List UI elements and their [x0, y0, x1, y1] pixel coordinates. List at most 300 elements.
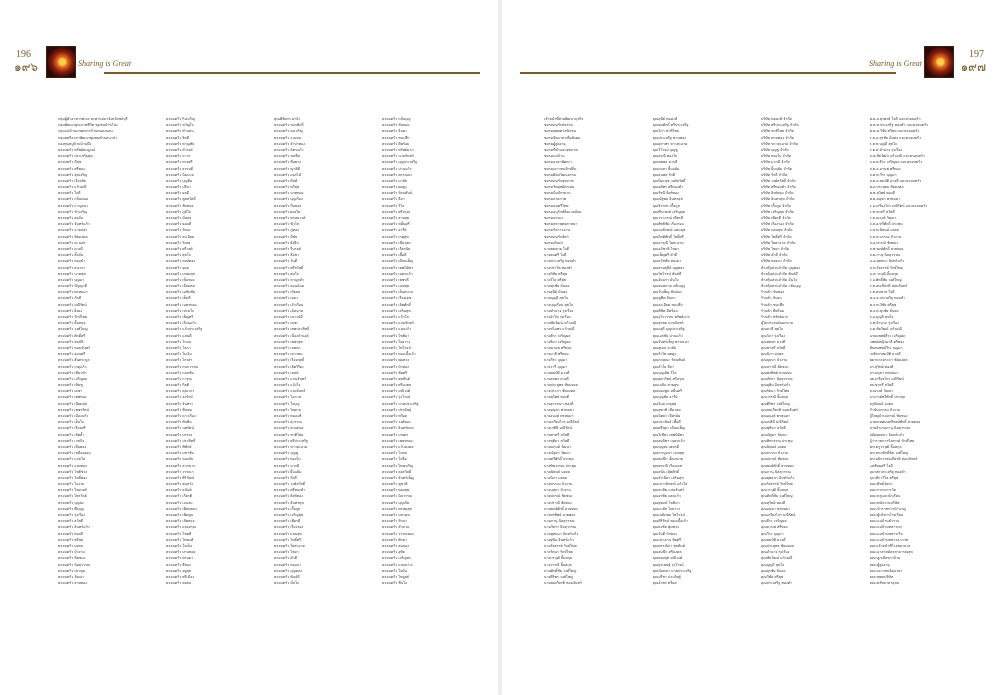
donor-name: ครอบครัว พรหมวงศ์	[274, 216, 306, 220]
donor-name: ครอบครัว ตันติ	[274, 178, 298, 183]
donor-name: คุณวิภา ชาติไทย	[652, 129, 679, 134]
donor-name: ครอบครัว บุญประเสริฐ	[382, 160, 418, 165]
donor-name: บริษัท มากมี จำกัด	[761, 160, 790, 165]
donor-name: ครอบครัว แก้วประเสริฐ	[166, 327, 203, 332]
donor-name: คุณทิพวรรณ ประทุม	[761, 438, 793, 443]
donor-name: ครอบครัว เมตตา	[274, 345, 301, 350]
donor-name: ครอบครัว โกศล	[382, 451, 407, 456]
donor-name: ร.ต.ท.บุญมี สุขใจ	[869, 141, 897, 146]
donor-name: ครอบครัว ปานทอง	[166, 550, 196, 555]
donor-name: ครอบครัว รักดี	[274, 475, 297, 480]
donor-name: ครอบครัว สายทอง	[58, 581, 87, 586]
donor-name: นายวิชัย ศรีสุข	[544, 271, 568, 276]
donor-name: นายวรวุฒิ ลิ้มสกุล	[544, 556, 573, 561]
donor-name: ครอบครัว ฟักทอง	[166, 203, 194, 208]
donor-name: ครอบครัว รัตนะ	[166, 228, 191, 233]
donor-name: นางสมพร ดวงดี	[544, 376, 569, 381]
donor-name: ครอบครัว โกมล	[166, 339, 191, 344]
donor-name: ครอบครัว ยอดดี	[166, 222, 192, 227]
donor-name: นายกเทศมนตรีพงษ์ศักดิ์ สายทอง	[869, 420, 921, 425]
donor-name: บริษัท เจริญสุข จำกัด	[761, 209, 794, 214]
donor-name: ครอบครัว เทพทอง	[58, 395, 87, 400]
donor-name: พ.ท.สุวิทย์ ทองดี	[869, 191, 895, 196]
donor-name: ครอบครัว เขมะ	[274, 296, 299, 301]
donor-name: ครอบครัว วงศ์ทอง	[382, 420, 411, 425]
donor-name: คุณสุดารัตน์ ศรีอรุณ	[652, 376, 685, 381]
donor-name: ส.ท.พงษ์ศักดิ์ สายทอง	[869, 246, 904, 251]
donor-name: ครอบครัว ณ นคร	[58, 240, 86, 245]
donor-name: ครอบครัว ธนากร	[58, 265, 86, 270]
donor-name: ครอบครัว ทองแท้	[274, 414, 302, 418]
donor-name: จ.ต.ชัยวัฒน์ แก้วมณี	[869, 327, 902, 332]
donor-name: ครอบครัว มาลัย	[382, 178, 407, 183]
donor-name: บริษัท พานทอง จำกัด	[761, 135, 794, 140]
donor-name: ส.อ.ปกรณ์ ชัยชนะ	[869, 240, 899, 245]
donor-name: พ.ต.ต.วิชัย ศรีสุข และครอบครัว	[869, 129, 920, 134]
donor-name: นายแพทย์ธีระ เจริญผล	[869, 333, 906, 338]
right-page	[500, 0, 1000, 695]
donor-name: ครอบครัว อนันต์	[166, 488, 192, 493]
donor-name: ครอบครัว เข็มทอง	[166, 277, 195, 282]
donor-name: ครอบครัว ประเสริฐสุข	[58, 154, 93, 159]
donor-name: คุณเกรียงไกร มณีรัตน์	[761, 513, 796, 517]
donor-name: ครอบครัว สมหวัง	[166, 482, 193, 487]
donor-name: ครอบครัว ญาติดี	[274, 166, 301, 171]
header-thumbnail-image	[924, 46, 954, 78]
donor-name: คุณสมเกียรติ หอมจันทร์	[761, 407, 798, 412]
donor-name: ชมรมเดินป่า	[544, 240, 564, 245]
donor-name: คุณวิมล เกตุสุข	[652, 401, 677, 406]
donor-name: ชมรมอาสาพัฒนา	[544, 160, 572, 165]
donor-name: ครอบครัว โชติมา	[382, 333, 410, 338]
donor-name: ครอบครัว รุ่งเรือง	[58, 513, 86, 517]
donor-name: นางสมศรี ใจดี	[544, 253, 567, 258]
donor-name: คุณอรทัย แสงแก้ว	[652, 494, 681, 499]
donor-name: บริษัท ศรีประเสริฐ จำกัด	[761, 123, 799, 128]
donor-name: ครอบครัว แสงจันทร์	[274, 389, 306, 394]
donor-name: ครอบครัว เนื่องจำนงค์	[274, 333, 309, 338]
donor-name: ครอบครัว ไชยวงศ์	[58, 488, 87, 493]
donor-name: ครอบครัว ยั่งยืน	[274, 240, 299, 245]
donor-name: นายรังสรรค์ รักษ์ไทย	[544, 543, 577, 548]
donor-name: ครอบครัว บุญทอง	[274, 568, 302, 573]
donor-name: คุณนิตยา เจียรนัย	[652, 414, 681, 418]
donor-name: ครอบครัว ชนะศึก	[382, 135, 410, 140]
donor-name: ครอบครัว เจริญสุข	[274, 513, 304, 517]
donor-name: กลุ่มแม่บ้านเกษตรกรบ้านหนองบอน	[58, 129, 113, 134]
donor-name: ครอบครัว เกื้อกูล	[274, 506, 301, 511]
donor-name: คณะเจ้าหน้าที่โรงพยาบาล	[869, 543, 911, 548]
donor-name: นางพรทิพย์ สายทอง	[544, 513, 576, 517]
donor-name: ครอบครัว ทรัพย์สมบูรณ์	[58, 147, 96, 152]
donor-name: ครอบครัว ดอกไม้	[274, 172, 302, 177]
donor-name: ครอบครัว แสงอรุณ	[166, 525, 196, 530]
donor-name: ครอบครัว สุขใจ	[166, 253, 191, 258]
donor-name: นางเกศินี มณีรัตน์	[544, 426, 572, 431]
donor-name: คุณพรรณิภา สุขสันต์	[652, 543, 685, 548]
donor-name: คุณเพ็ญศรี คำดี	[652, 253, 678, 258]
donor-name: ครอบครัว สุขเจริญ	[58, 172, 88, 177]
donor-name: บริษัท ทองใบ จำกัด	[761, 154, 792, 159]
donor-name: นายพงษ์ศักดิ์ สายทอง	[544, 506, 578, 511]
donor-name: คุณกฤษณะ รัตนพันธ์	[652, 358, 686, 363]
donor-name: ส.ต.ภานุ นิลสุวรรณ	[869, 253, 901, 258]
donor-name: ครอบครัว เพียรดี	[274, 519, 301, 524]
donor-name: ครอบครัว ปรีดา	[166, 185, 191, 190]
donor-name: นางภัทรา นิลสุวรรณ	[544, 525, 577, 530]
donor-name: ครอบครัว ทองดี	[58, 531, 83, 536]
donor-name: ครอบครัว วิเศษ	[166, 240, 191, 245]
donor-name: นายสมเกียรติ หอมจันทร์	[544, 581, 582, 586]
donor-name: นางณัฐยา วัฒนา	[544, 451, 571, 456]
donor-name: พ.จ.ต.สุรชัย มั่นคง	[869, 308, 899, 313]
donor-name: ครอบครัว ศรีสวัสดิ์	[274, 265, 304, 270]
donor-name: ครอบครัว เฉิดฉาย	[274, 308, 303, 313]
donor-name: นางบุญเรือน สุขใจ	[544, 302, 573, 307]
donor-name: ครอบครัว ปานแก้ว	[382, 166, 412, 171]
donor-name: ครอบครัว ผ่องใส	[274, 209, 301, 214]
donor-name: คุณบุญส่ง เพชรดี	[652, 444, 679, 449]
donor-name: ครอบครัว ขำเจริญ	[58, 209, 88, 214]
donor-name: ครอบครัว เหลืองอ่อน	[58, 451, 91, 456]
donor-name: คุณทองสุข มณีวงศ์	[652, 556, 683, 561]
donor-name: คุณภานุ นิลสุวรรณ	[761, 469, 791, 474]
donor-name: คุณรัชนี สิงห์ทอง	[652, 191, 679, 196]
donor-name: คุณสุพจน์ โชติมา	[652, 500, 680, 505]
donor-name: บริษัท ไชยา จำกัด	[761, 246, 790, 251]
donor-name: ครอบครัว พรมมา	[166, 556, 194, 561]
donor-name: ดร.สุวิทย์ ทองดี	[869, 364, 894, 369]
donor-name: ครอบครัว เฉลิมชัย	[166, 290, 196, 295]
donor-name: ครอบครัว ภักดี	[58, 296, 82, 301]
donor-name: ครอบครัว เดชา	[58, 389, 83, 394]
donor-name: ครอบครัว เจริญผล	[58, 376, 87, 381]
donor-name: ครอบครัว โพธิ์ศรี	[274, 537, 301, 542]
donor-name: นางยุพิน อินทร์แก้ว	[544, 537, 574, 542]
donor-name: ครอบครัว ฮั่นตระกูล	[58, 358, 90, 363]
donor-name: ครอบครัว เรืองรอง	[274, 525, 304, 530]
donor-name: ชมรมถ่ายภาพ	[544, 197, 567, 202]
donor-name: ครอบครัว ใบเงิน	[166, 352, 192, 357]
donor-name: ผู้ว่าราชการรังสรรค์ รักษ์ไทย	[869, 438, 915, 443]
donor-name: ครอบครัว ใสสะอาด	[274, 543, 305, 548]
donor-name: ครอบครัว เยาวชน	[274, 352, 303, 357]
donor-name: ครอบครัว นิลวรรณ	[382, 494, 413, 499]
right-column-1	[544, 116, 643, 586]
donor-name: นายภานุ นิลสุวรรณ	[544, 519, 575, 524]
donor-name: คุณปกรณ์ ชัยชนะ	[761, 457, 789, 462]
donor-name: ครอบครัว กลิ่นหอม	[58, 197, 88, 202]
donor-name: ครอบครัว นิ่มนวล	[166, 172, 194, 177]
donor-name: บริษัท คำดี จำกัด	[761, 253, 788, 258]
donor-name: คุณดารุณี ใสสะอาด	[652, 240, 684, 245]
donor-name: คุณสายสุนีย์ บุญทอง	[652, 265, 685, 270]
donor-name: ครอบครัว ใจมั่น	[382, 568, 407, 573]
donor-name: คุณอัจฉรา มั่นใจ	[652, 277, 679, 282]
donor-name: ครอบครัว วิไล	[382, 203, 405, 208]
donor-name: ครอบครัว เกษมสุข	[166, 271, 196, 276]
donor-name: ครอบครัว เนียมสุข	[58, 401, 88, 406]
donor-name: ครอบครัว คงทน	[166, 581, 192, 586]
donor-name: ครอบครัว คงสวัสดิ์	[382, 469, 412, 474]
donor-name: คุณอนุชา พรหมมา	[761, 506, 791, 511]
donor-name: ครอบครัว แสงแก้ว	[382, 327, 412, 332]
donor-name: ครอบครัว แก้วมณี	[58, 185, 87, 190]
donor-name: ครอบครัว ปัญญาดี	[58, 284, 88, 289]
left-column-1	[58, 116, 156, 586]
donor-name: ร.ท.ชาตรี สวัสดี	[869, 209, 895, 214]
donor-name: ชมรมปั่นจักรยาน	[544, 191, 571, 196]
donor-name: ชมรมรักการอ่าน	[544, 228, 570, 233]
donor-name: ครอบครัว ทองใบ	[274, 457, 301, 462]
donor-name: ครอบครัว กลั่นบุญ	[382, 117, 411, 121]
donor-name: กลุ่มพัฒนาคุณภาพชีวิต ชุมชนบ้านโป่ง	[58, 123, 118, 128]
donor-name: บริษัท ทองมา จำกัด	[761, 259, 792, 264]
donor-name: ชมรมจิตอาสาเพื่อสังคม	[544, 135, 581, 140]
donor-name: นายสมชาย ใจดี	[544, 246, 570, 251]
donor-name: ครูนิพนธ์ มงคล	[869, 401, 894, 406]
donor-name: พระมหาศักดิ์ชัย วงศ์ใหญ่	[869, 451, 909, 456]
donor-name: นางอำไพ รุ่งเรือง	[544, 315, 571, 319]
donor-name: ครอบครัว ลำดวน	[382, 525, 410, 530]
donor-name: ครอบครัว กนกวรรณ	[166, 364, 199, 369]
donor-name: ครอบครัว อินทรสุข	[274, 500, 304, 505]
donor-name: ครอบครัว ใจงาม	[58, 482, 85, 487]
donor-name: แพทย์หญิงมาลี ศรีทอง	[869, 339, 905, 344]
donor-name: ครอบครัว เลิศสกุล	[166, 519, 195, 524]
donor-name: ครอบครัว ทองคำ	[58, 259, 85, 264]
donor-name: ครอบครัว พรหมมา	[58, 290, 88, 295]
donor-name: ครอบครัว ขันทอง	[382, 123, 410, 128]
donor-name: ครอบครัว มณีวงศ์	[382, 389, 411, 394]
donor-name: บริษัท สิงห์ทอง จำกัด	[761, 191, 794, 196]
left-page-number-thai: ๑๙๖	[14, 60, 39, 74]
donor-name: คุณประพันธ์ เชื้อดี	[652, 420, 681, 425]
donor-name: คณะข้าราชการบำนาญ	[869, 506, 906, 511]
donor-name: ครอบครัว รัตนพันธ์	[382, 191, 413, 196]
donor-name: คุณสุรชัย มั่นคง	[761, 568, 786, 573]
donor-name: รศ.ชาตรี สวัสดี	[869, 383, 894, 388]
donor-name: คุณอำพร ทวีผล	[652, 581, 677, 586]
donor-name: บริษัท เพียรดี จำกัด	[761, 216, 791, 220]
left-page-number: 196	[16, 49, 31, 60]
donor-name: ครอบครัว วรรณา	[166, 469, 194, 474]
donor-name: ครอบครัว การุณ	[166, 376, 192, 381]
donor-name: นางอนงค์ พรหมมา	[544, 414, 574, 418]
donor-name: ครอบครัว สุวรรณ	[274, 420, 302, 425]
donor-name: คณะครูและนักเรียน	[869, 494, 901, 499]
donor-name: คุณอดิศร ศรีทองคำ	[652, 185, 683, 190]
donor-name: ผู้ไม่ประสงค์ออกนาม	[761, 321, 794, 326]
donor-name: ครอบครัว ละเอียด	[166, 234, 195, 239]
donor-name: คุณรำไพ ยศสูง	[652, 352, 676, 357]
donor-name: ดร.อนุชา พรหมมา	[869, 370, 899, 375]
donor-name: นายอำเภอภานุ นิลสุวรรณ	[869, 426, 911, 431]
donor-name: ครอบครัว เลิศศักดิ์	[382, 302, 411, 307]
donor-name: ครอบครัว ไพโรจน์	[382, 345, 411, 350]
donor-name: นายศักดิ์ชัย วงศ์ใหญ่	[544, 568, 577, 573]
donor-name: คุณชยพล มากมี	[652, 160, 678, 165]
donor-name: บริษัท ขาวสะอาด จำกัด	[761, 141, 798, 146]
donor-name: ครอบครัว เลิศล้ำ	[58, 432, 85, 437]
donor-name: คุณละเอียด ชนะศึก	[652, 302, 683, 307]
donor-name: ครอบครัว ลิ้มสกุล	[58, 321, 86, 326]
donor-name: ร.ท.สมเกียรติ หอมจันทร์	[869, 284, 908, 289]
donor-name: คุณสุรเชษฐ์ รุ่งโรจน์	[652, 562, 684, 567]
donor-name: ครอบครัว พิทักษ์	[166, 444, 192, 449]
donor-name: คณะแม่บ้านตำรวจ	[869, 519, 900, 524]
donor-name: คุณศิริรัตน์ ทองเนื้อเก้า	[652, 519, 688, 524]
donor-name: นายอำนาจ รุ่งเรือง	[544, 308, 574, 313]
donor-name: คุณอนงค์ พรหมมา	[761, 414, 791, 418]
donor-name: ครอบครัว เกตุแก้ว	[58, 364, 87, 369]
donor-name: ครอบครัว โชคดี	[166, 531, 192, 536]
donor-name: ครอบครัว ทับทิม	[166, 420, 192, 425]
donor-name: คุณสุเมธ มาลัย	[652, 345, 677, 350]
donor-name: พ.จ.ท.วิชัย ศรีสุข	[869, 302, 897, 307]
donor-name: ครอบครัว อุทัย	[382, 550, 405, 555]
donor-name: คุณยุพิน อินทร์แก้ว	[761, 383, 791, 388]
donor-name: คุณสุชาติ เขียวสด	[652, 407, 681, 412]
donor-name: คณะแม่บ้านทหารบก	[869, 525, 902, 530]
donor-name: ครอบครัว พานทอง	[274, 426, 304, 431]
right-donor-columns	[544, 116, 968, 586]
donor-name: ครอบครัว เรือนแก้ว	[166, 321, 197, 326]
donor-name: ครอบครัว ไกรสร	[166, 358, 193, 363]
donor-name: ห้างหุ้นส่วนจำกัด พันธ์ดี	[761, 271, 798, 276]
donor-name: ครอบครัว บัวทอง	[382, 364, 409, 369]
donor-name: คุณพิชัยกร ฝากัง	[274, 117, 300, 121]
donor-name: ครอบครัว เชื้อดี	[382, 253, 407, 258]
donor-name: ครอบครัว ศรีทอง	[58, 166, 85, 171]
donor-name: บริษัท อินทรสุข จำกัด	[761, 197, 795, 202]
donor-name: พ.จ.อ.ประเสริฐ ทองคำ	[869, 296, 905, 301]
donor-name: คุณรังสรรค์ รักษ์ไทย	[761, 482, 793, 487]
donor-name: ครอบครัว ศิริวัฒน์	[166, 475, 195, 480]
donor-name: ครอบครัว จำปาทอง	[274, 141, 305, 146]
donor-name: นายสุรชัย มั่นคง	[544, 284, 570, 289]
donor-name: ส.ต.ต.สมบัติ ดวงดี และครอบครัว	[869, 178, 922, 183]
donor-name: นางประภา ชัยมงคล	[544, 389, 576, 394]
donor-name: ชมรมธรรมะ	[544, 216, 564, 220]
donor-name: ครอบครัว คำดี	[274, 556, 298, 561]
donor-name: เจ้าหน้าที่ฝ่ายพัฒนาธุรกิจ	[544, 117, 584, 121]
donor-name: ครอบครัว สายสุข	[382, 216, 410, 220]
donor-name: คุณพรทิพย์ สายทอง	[761, 370, 792, 375]
donor-name: ครอบครัว ศรีสุข	[58, 537, 84, 542]
donor-name: ชมรมพระพุทธศาสนา	[544, 222, 578, 227]
donor-name: จ.ส.อ.ทวีศักดิ์ ประทุม	[869, 222, 903, 227]
donor-name: ครอบครัว ชูชาติ	[382, 482, 408, 487]
donor-name: ครอบครัว เปรมใจ	[166, 308, 194, 313]
donor-name: คุณนิพนธ์ มงคล	[761, 444, 787, 449]
donor-name: ครอบครัว บุญชู	[274, 451, 299, 456]
donor-name: ครอบครัว สุขสันต์	[382, 376, 410, 381]
donor-name: คุณลำใย ลีลา	[652, 364, 674, 369]
donor-name: คุณพิชิต ดีพร้อม	[652, 308, 678, 313]
donor-name: บริษัท เรืองรอง จำกัด	[761, 222, 794, 227]
donor-name: ครอบครัว โชติช่วง	[58, 469, 88, 474]
donor-name: ร.ต.อ.สุรชัย มั่นคง และครอบครัว	[869, 135, 921, 140]
donor-name: ครอบครัว พันธ์ดี	[274, 574, 300, 579]
donor-name: คุณสุภาพร ขาวสะอาด	[652, 141, 688, 146]
donor-name: ครอบครัว ไพรวัลย์	[58, 494, 87, 499]
donor-name: ร้านค้า ดีพร้อม	[761, 308, 785, 313]
donor-name: คุณสมจิตร เนตรแก้ว	[652, 438, 685, 443]
donor-name: ครอบครัว ทวีสุข	[274, 185, 300, 190]
donor-name: คุณธนพล รักดี	[652, 172, 676, 177]
donor-name: ครอบครัว เทพประสิทธิ์	[274, 327, 310, 332]
donor-name: ครอบครัว ศักดิ์ศรี	[58, 333, 86, 338]
donor-name: ครอบครัว เทพนิมิตร	[382, 265, 414, 270]
donor-name: ครอบครัว ภูมิใจ	[166, 209, 191, 214]
donor-name: คุณเอกชัย ปานแก้ว	[652, 333, 683, 338]
donor-name: ห้างหุ้นส่วนจำกัด มั่นใจ	[761, 277, 798, 282]
donor-name: ร.ต.ณรงค์ วัฒนา	[869, 216, 897, 220]
donor-name: น.ต.วรวุฒิ ลิ้มสกุล	[869, 271, 899, 276]
donor-name: ครอบครัว ประดิษฐ์	[382, 407, 412, 412]
donor-name: คุณธงชัย พุ่มพวง	[652, 525, 679, 530]
left-page-header	[14, 50, 480, 76]
donor-name: นายมานพ ศรีทอง	[544, 345, 572, 350]
donor-name: ครอบครัว บุญเกิด	[382, 500, 410, 505]
donor-name: นายทวีศักดิ์ ประทุม	[544, 457, 574, 462]
donor-name: บริษัท ศรีทองคำ จำกัด	[761, 185, 796, 190]
donor-name: นางชไมพร แก้วมณี	[544, 327, 575, 332]
donor-name: ครอบครัว ศรีทองคำ	[274, 488, 306, 493]
donor-name: นางวารี บุญมา	[544, 364, 568, 369]
donor-name: ครอบครัว มีสุข	[58, 160, 82, 165]
donor-name: พ.ต.อนุชา พรหมมา	[869, 197, 901, 202]
donor-name: คุณประเสริฐ พานทอง	[652, 135, 686, 140]
donor-name: คุณสมบัติ ดวงดี	[761, 537, 786, 542]
donor-name: ครอบครัว แก้วมงคล	[382, 444, 414, 449]
donor-name: ครอบครัว เนตรแก้ว	[382, 271, 413, 276]
donor-name: คุณกิตติศักดิ์ โพธิ์ศรี	[652, 234, 684, 239]
donor-name: คุณชัยวัฒน์ แก้วมณี	[761, 556, 793, 561]
donor-name: นางธิดา เจริญผล	[544, 339, 571, 344]
donor-name: ชมรมวิทยุสมัครเล่น	[544, 185, 575, 190]
donor-name: ร้านค้า ทรัพย์มาก	[761, 315, 789, 319]
donor-name: ครอบครัว ผลดี	[166, 191, 189, 196]
right-page-header	[520, 50, 986, 76]
donor-name: ครอบครัว งามสม	[274, 135, 301, 140]
donor-name: ร.อ.ศักดิ์ชัย วงศ์ใหญ่	[869, 277, 902, 282]
donor-name: นางชุติมา สวัสดี	[544, 438, 570, 443]
donor-name: บริษัท ใสสะอาด จำกัด	[761, 240, 796, 245]
donor-name: ครอบครัว ขวัญใจ	[166, 123, 194, 128]
donor-name: นายณรงค์ วัฒนา	[544, 444, 571, 449]
donor-name: บริษัท ยิ้มแย้ม จำกัด	[761, 166, 793, 171]
right-column-3	[761, 116, 860, 586]
donor-name: คุณประเสริฐ ทองคำ	[761, 581, 793, 586]
donor-name: ครอบครัว ยิ่งยง	[58, 308, 82, 313]
donor-name: กองทุนหมู่บ้านบ้านบึง	[58, 141, 92, 146]
left-column-4	[382, 116, 480, 586]
donor-name: ชมรมดนตรีไทย	[544, 203, 569, 208]
donor-name: คุณจิราพร เกื้อกูล	[652, 203, 680, 208]
donor-name: ครอบครัว ใจดี	[58, 191, 81, 196]
donor-name: ครอบครัว ดวงดี	[58, 246, 83, 251]
donor-name: ชมรมผู้สูงอายุ	[544, 141, 566, 146]
donor-name: คณะเยาวชนจิตอาสา	[869, 568, 903, 573]
donor-name: คุณปราณี ชัยชนะ	[761, 364, 789, 369]
donor-name: ครอบครัว นวลจันทร์	[382, 154, 414, 159]
donor-name: จ.ส.ท.นิพนธ์ มงคล	[869, 228, 899, 233]
donor-name: ครอบครัว เกตุสุข	[382, 234, 409, 239]
donor-name: คุณสมนึก เย็นสบาย	[652, 457, 683, 462]
donor-name: ร.อ.เกรียงไกร มณีรัตน์ และครอบครัว	[869, 203, 928, 208]
